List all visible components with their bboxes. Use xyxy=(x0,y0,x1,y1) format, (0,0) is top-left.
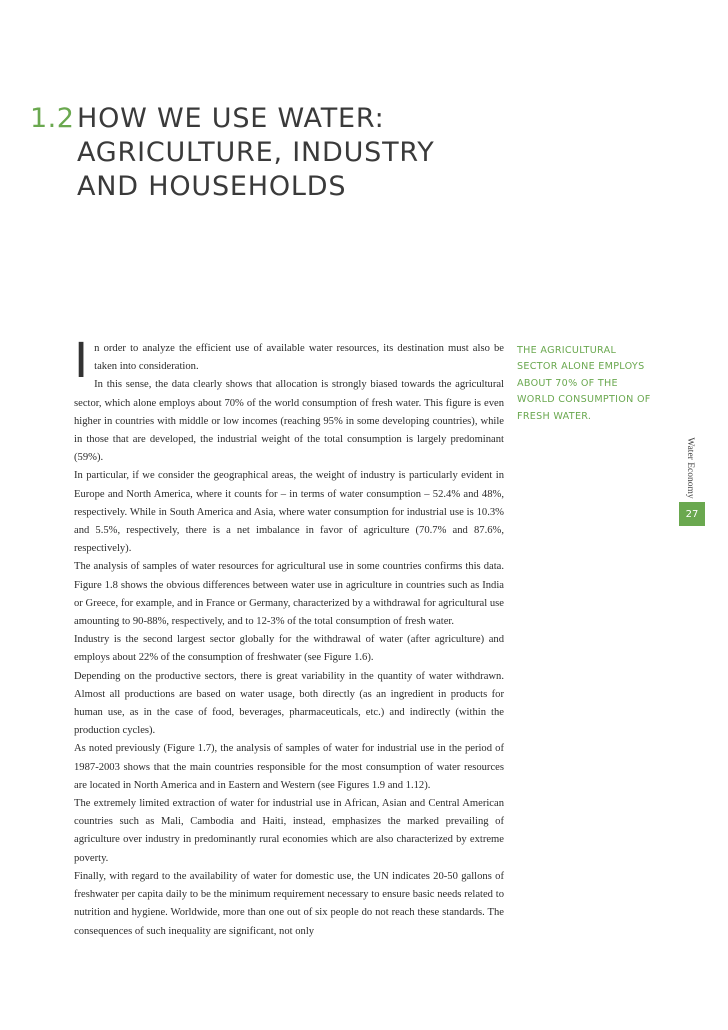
section-number: 1.2 xyxy=(30,103,75,134)
paragraph: As noted previously (Figure 1.7), the analysis of samples of water for industrial use in the period of 1987-2003 shows that the main countries responsible for the most consumption of water resources are located in North America and in Eastern and Western (see Figures 1.9 and 1.12). xyxy=(74,743,504,791)
page-number-badge xyxy=(679,502,705,526)
page-number: 27 xyxy=(685,508,699,520)
sidebar-pull-quote: THE AGRICULTURAL SECTOR ALONE EMPLOYS ABOUT 70% OF THE WORLD CONSUMPTION OF FRESH WATER. xyxy=(517,345,651,422)
section-title xyxy=(77,102,435,204)
paragraph: Depending on the productive sectors, there is great variability in the quantity of water withdrawn. Almost all productions are based on water usage, both directly (as an ingredient in products for human use, as in the case of food, beverages, pharmaceuticals, etc.) and indirectly (within the production cycles). xyxy=(74,670,504,737)
paragraph: In particular, if we consider the geographical areas, the weight of industry is particularly evident in Europe and North America, where it counts for – in terms of water consumption – 52.4% and 48%, respectively. While in South America and Asia, where water consumption for industrial use is 10.3% and 5.5%, respectively, there is a net imbalance in favor of agriculture (70.7% and 87.6%, respectively). xyxy=(74,470,504,555)
paragraph-text: n order to analyze the efficient use of available water resources, its destination must also be taken into consideration. xyxy=(94,343,504,373)
drop-cap: I xyxy=(74,333,89,389)
section-title-line: HOW WE USE WATER: xyxy=(77,103,385,134)
paragraph: The analysis of samples of water resources for agricultural use in some countries confirms this data. Figure 1.8 shows the obvious differences between water use in agriculture in countries such as India or Greece, for example, and in France or Germany, characterized by a withdrawal for agricultural use amounting to 90-88%, respectively, and to 12-3% of the total consumption of fresh water. xyxy=(74,561,504,628)
running-head: Water Economy xyxy=(685,437,695,499)
paragraph: Industry is the second largest sector globally for the withdrawal of water (after agriculture) and employs about 22% of the consumption of freshwater (see Figure 1.6). xyxy=(74,634,504,664)
paragraph: The extremely limited extraction of water for industrial use in African, Asian and Central American countries such as Mali, Cambodia and Haiti, instead, emphasizes the marked prevailing of agriculture over industry in predominantly rural economies which are also characterized by extreme poverty. xyxy=(74,798,504,864)
paragraph: In this sense, the data clearly shows that allocation is strongly biased towards the agricultural sector, which alone employs about 70% of the world consumption of fresh water. This figure is even higher in countries with middle or low incomes (reaching 95% in some developing countries), while in those that are developed, the industrial weight of the total consumption is largely predominant (59%). xyxy=(74,379,504,464)
section-title-line: AGRICULTURE, INDUSTRY xyxy=(77,137,435,168)
paragraph: Finally, with regard to the availability of water for domestic use, the UN indicates 20-50 gallons of freshwater per capita daily to be the minimum requirement necessary to ensure basic needs related to nutrition and hygiene. Worldwide, more than one out of six people do not reach these standards. The consequences of such inequality are significant, not only xyxy=(74,870,504,937)
first-paragraph xyxy=(74,333,504,389)
section-title-line: AND HOUSEHOLDS xyxy=(77,171,347,202)
body-text xyxy=(74,333,504,941)
